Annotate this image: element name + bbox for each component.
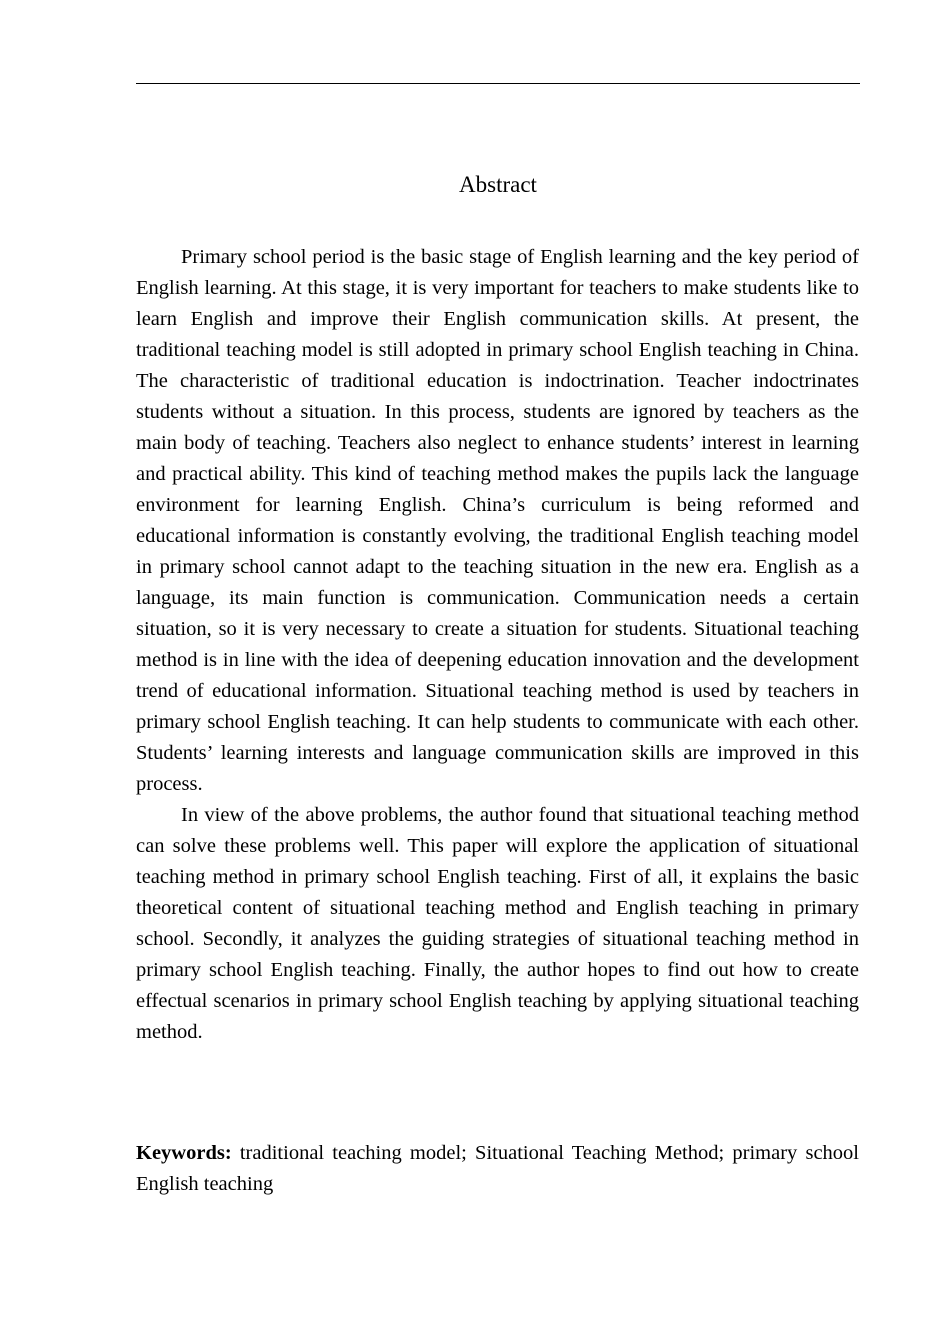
header-rule	[136, 83, 860, 84]
keywords-label: Keywords:	[136, 1142, 232, 1164]
abstract-paragraph-1: Primary school period is the basic stage of English learning and the key period of English learning. At this stage, it is very important for teachers to make students like to learn English and improve their English communication skills. At present, the traditional teaching model is still adopted in primary school English teaching in China. The characteristic of traditional education is indoctrination. Teacher indoctrinates students without a situation. In this process, students are ignored by teachers as the main body of teaching. Teachers also neglect to enhance students’ interest in learning and practical ability. This kind of teaching method makes the pupils lack the language environment for learning English. China’s curriculum is being reformed and educational information is constantly evolving, the traditional English teaching model in primary school cannot adapt to the teaching situation in the new era. English as a language, its main function is communication. Communication needs a certain situation, so it is very necessary to create a situation for students. Situational teaching method is in line with the idea of deepening education innovation and the development trend of educational information. Situational teaching method is used by teachers in primary school English teaching. It can help students to communicate with each other. Students’ learning interests and language communication skills are improved in this process.	[136, 246, 859, 795]
abstract-body	[136, 242, 859, 1048]
keywords-text: traditional teaching model; Situational Teaching Method; primary school English teaching	[136, 1142, 859, 1195]
keywords-line	[136, 1138, 859, 1200]
abstract-paragraph-2: In view of the above problems, the author found that situational teaching method can solve these problems well. This paper will explore the application of situational teaching method in primary school English teaching. First of all, it explains the basic theoretical content of situational teaching method and English teaching in primary school. Secondly, it analyzes the guiding strategies of situational teaching method in primary school English teaching. Finally, the author hopes to find out how to create effectual scenarios in primary school English teaching by applying situational teaching method.	[136, 804, 859, 1043]
page-title: Abstract	[459, 172, 537, 197]
